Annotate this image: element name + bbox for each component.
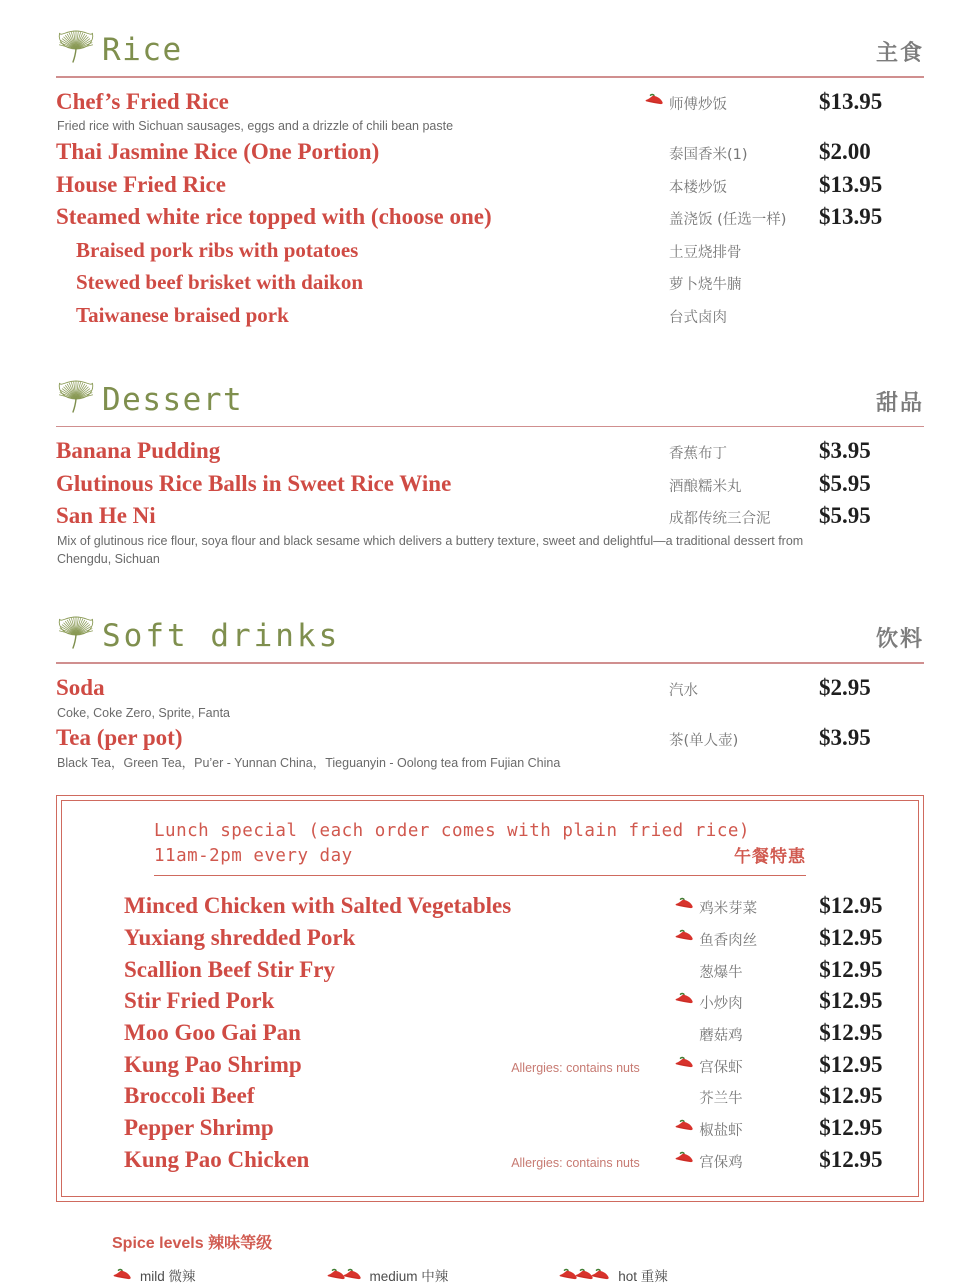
menu-item-name-en: Tea (per pot) (56, 725, 183, 751)
spice-level-2 (326, 1265, 449, 1285)
lunch-item-name-en: Broccoli Beef (124, 1083, 255, 1109)
lunch-item-name-en: Kung Pao Shrimp (124, 1051, 302, 1077)
ginkgo-leaf-icon (56, 19, 102, 70)
menu-item-row[interactable] (56, 722, 924, 755)
menu-item-name-en: San He Ni (56, 503, 156, 529)
lunch-item-name-cn: 宫保虾 (699, 1059, 743, 1076)
chili-icon-group (112, 1268, 132, 1282)
lunch-item-spice (671, 897, 699, 911)
menu-item-price: $5.95 (819, 503, 871, 529)
lunch-item-name-en: Stir Fried Pork (124, 988, 275, 1014)
menu-item-price: $3.95 (819, 725, 871, 751)
menu-item-row[interactable] (56, 672, 924, 705)
chili-icon-group (674, 1056, 694, 1070)
menu-item-name-en: Thai Jasmine Rice (One Portion) (56, 138, 380, 164)
lunch-item-spice (671, 1119, 699, 1133)
menu-item-price: $2.95 (819, 674, 871, 700)
lunch-item-allergy-note: Allergies: contains nuts (511, 1060, 640, 1075)
menu-item-name-en: Soda (56, 674, 105, 700)
section-items-dessert (0, 427, 980, 568)
spice-level-1 (112, 1265, 196, 1285)
lunch-item-price: $12.95 (819, 924, 883, 950)
lunch-item-name-en: Kung Pao Chicken (124, 1146, 310, 1172)
lunch-item-price: $12.95 (819, 1051, 883, 1077)
menu-item-name-en: Banana Pudding (56, 438, 221, 464)
ginkgo-leaf-icon (56, 605, 102, 656)
chili-icon-group (674, 1151, 694, 1165)
menu-item-name-en: House Fried Rice (56, 171, 226, 197)
menu-section-dessert (0, 366, 980, 569)
chili-icon-group (674, 1119, 694, 1133)
lunch-item-name-cn: 葱爆牛 (699, 964, 743, 981)
lunch-special-header (88, 819, 892, 870)
lunch-item-name-cn: 椒盐虾 (699, 1123, 743, 1140)
menu-item-row[interactable] (56, 169, 924, 202)
chili-icon-group (674, 992, 694, 1006)
ginkgo-leaf-icon (56, 369, 102, 420)
section-header-rice (0, 16, 980, 70)
menu-item-name-cn: 成都传统三合泥 (669, 511, 771, 528)
menu-section-soft-drinks (0, 602, 980, 772)
menu-item-price: $5.95 (819, 470, 871, 496)
menu-item-name-cn: 泰国香米(1) (669, 146, 748, 163)
spice-level-label: hot 重辣 (618, 1268, 668, 1284)
lunch-item-price: $12.95 (819, 893, 883, 919)
section-title-rice: Rice (102, 32, 183, 68)
lunch-item-name-en: Moo Goo Gai Pan (124, 1019, 301, 1045)
lunch-item-price: $12.95 (819, 988, 883, 1014)
menu-item-name-cn: 汽水 (669, 682, 698, 699)
lunch-item-spice (671, 1151, 699, 1165)
lunch-special-inner (61, 800, 919, 1197)
lunch-item-price: $12.95 (819, 1083, 883, 1109)
lunch-item-name-cn: 蘑菇鸡 (699, 1027, 743, 1044)
menu-item-row[interactable] (56, 266, 924, 299)
menu-item-row[interactable] (56, 500, 924, 533)
menu-item-name-en: Stewed beef brisket with daikon (76, 270, 364, 295)
section-items-soft-drinks (0, 664, 980, 773)
chili-icon-group (326, 1268, 362, 1282)
menu-item-description: Fried rice with Sichuan sausages, eggs and a drizzle of chili bean paste (57, 119, 454, 134)
section-title-cn-dessert: 甜品 (875, 390, 924, 416)
spice-legend-title: Spice levels 辣味等级 (112, 1234, 273, 1252)
chili-icon-group (674, 897, 694, 911)
menu-item-name-cn: 萝卜烧牛腩 (669, 277, 742, 294)
menu-item-name-en: Braised pork ribs with potatoes (76, 237, 359, 262)
lunch-item-spice (671, 1056, 699, 1070)
menu-item-name-cn: 茶(单人壶) (669, 733, 739, 750)
lunch-item-allergy-note: Allergies: contains nuts (511, 1155, 640, 1170)
lunch-item-name-en: Scallion Beef Stir Fry (124, 956, 336, 982)
menu-item-spice (641, 93, 669, 107)
chili-icon-group (644, 93, 664, 107)
lunch-item-spice (671, 929, 699, 943)
menu-item-name-en: Steamed white rice topped with (choose one) (56, 204, 492, 230)
chili-icon-group (558, 1268, 610, 1282)
menu-item-price: $3.95 (819, 438, 871, 464)
menu-item-row[interactable] (56, 299, 924, 332)
menu-item-name-cn: 香蕉布丁 (669, 446, 727, 463)
lunch-item-name-en: Minced Chicken with Salted Vegetables (124, 893, 512, 919)
menu-item-price: $13.95 (819, 171, 883, 197)
lunch-special-items (88, 890, 892, 1176)
spice-legend (56, 1230, 924, 1285)
chili-icon-group (674, 929, 694, 943)
lunch-item-name-cn: 宫保鸡 (699, 1154, 743, 1171)
menu-item-row[interactable] (56, 435, 924, 468)
menu-item-name-cn: 酒酿糯米丸 (669, 478, 742, 495)
menu-item-row[interactable] (56, 234, 924, 267)
lunch-item-price: $12.95 (819, 1115, 883, 1141)
menu-item-row[interactable] (56, 86, 924, 119)
lunch-special-line2: 11am-2pm every day (154, 846, 353, 867)
menu-sections (0, 16, 980, 773)
menu-item-name-cn: 盖浇饭 (任选一样) (669, 212, 787, 229)
section-title-cn-rice: 主食 (875, 41, 924, 66)
menu-page (0, 16, 980, 1284)
spice-legend-row (112, 1265, 924, 1285)
menu-item-row[interactable] (56, 201, 924, 234)
menu-item-name-cn: 台式卤肉 (669, 309, 727, 326)
lunch-special-divider (154, 875, 806, 877)
lunch-item-price: $12.95 (819, 1146, 883, 1172)
menu-item-price: $13.95 (819, 204, 883, 230)
menu-item-name-cn: 土豆烧排骨 (669, 244, 742, 261)
lunch-item-name-cn: 芥兰牛 (699, 1091, 743, 1108)
lunch-item-name-en: Yuxiang shredded Pork (124, 924, 356, 950)
menu-item-description: Mix of glutinous rice flour, soya flour and black sesame which delivers a buttery texture, sweet and delightful—a traditional dessert from Chengdu, Sichuan (57, 533, 804, 566)
section-header-soft-drinks (0, 602, 980, 656)
section-title-cn-soft-drinks: 饮料 (875, 627, 924, 653)
lunch-item-name-cn: 鸡米芽菜 (699, 901, 758, 918)
lunch-item-price: $12.95 (819, 1019, 883, 1045)
menu-item-row[interactable] (56, 136, 924, 169)
menu-item-name-en: Glutinous Rice Balls in Sweet Rice Wine (56, 470, 452, 496)
menu-item-price: $13.95 (819, 88, 883, 114)
lunch-special-title-cn: 午餐特惠 (734, 846, 806, 867)
lunch-special-box (56, 795, 924, 1202)
lunch-special-line1: Lunch special (each order comes with plain fried rice) (154, 820, 750, 841)
lunch-item-price: $12.95 (819, 956, 883, 982)
section-title-soft-drinks: Soft drinks (102, 618, 341, 655)
section-header-dessert (0, 366, 980, 420)
menu-item-name-cn: 本楼炒饭 (669, 179, 727, 196)
menu-item-name-en: Taiwanese braised pork (76, 302, 289, 327)
menu-item-row[interactable] (56, 468, 924, 501)
menu-item-name-en: Chef’s Fried Rice (56, 88, 229, 114)
section-items-rice (0, 78, 980, 332)
menu-item-name-cn: 师傅炒饭 (669, 96, 727, 113)
lunch-item-name-cn: 小炒肉 (699, 996, 743, 1013)
menu-item-price: $2.00 (819, 138, 871, 164)
lunch-item-name-en: Pepper Shrimp (124, 1115, 274, 1141)
spice-level-3 (558, 1265, 668, 1285)
menu-item-description: Coke, Coke Zero, Sprite, Fanta (57, 705, 230, 720)
spice-level-label: medium 中辣 (369, 1268, 449, 1284)
lunch-item-name-cn: 鱼香肉丝 (699, 932, 758, 949)
menu-item-description: Black Tea，Green Tea，Pu’er - Yunnan China，Tieguanyin - Oolong tea from Fujian China (57, 756, 561, 771)
section-title-dessert: Dessert (102, 381, 244, 418)
spice-level-label: mild 微辣 (140, 1268, 196, 1284)
lunch-item-spice (671, 992, 699, 1006)
menu-section-rice (0, 16, 980, 332)
